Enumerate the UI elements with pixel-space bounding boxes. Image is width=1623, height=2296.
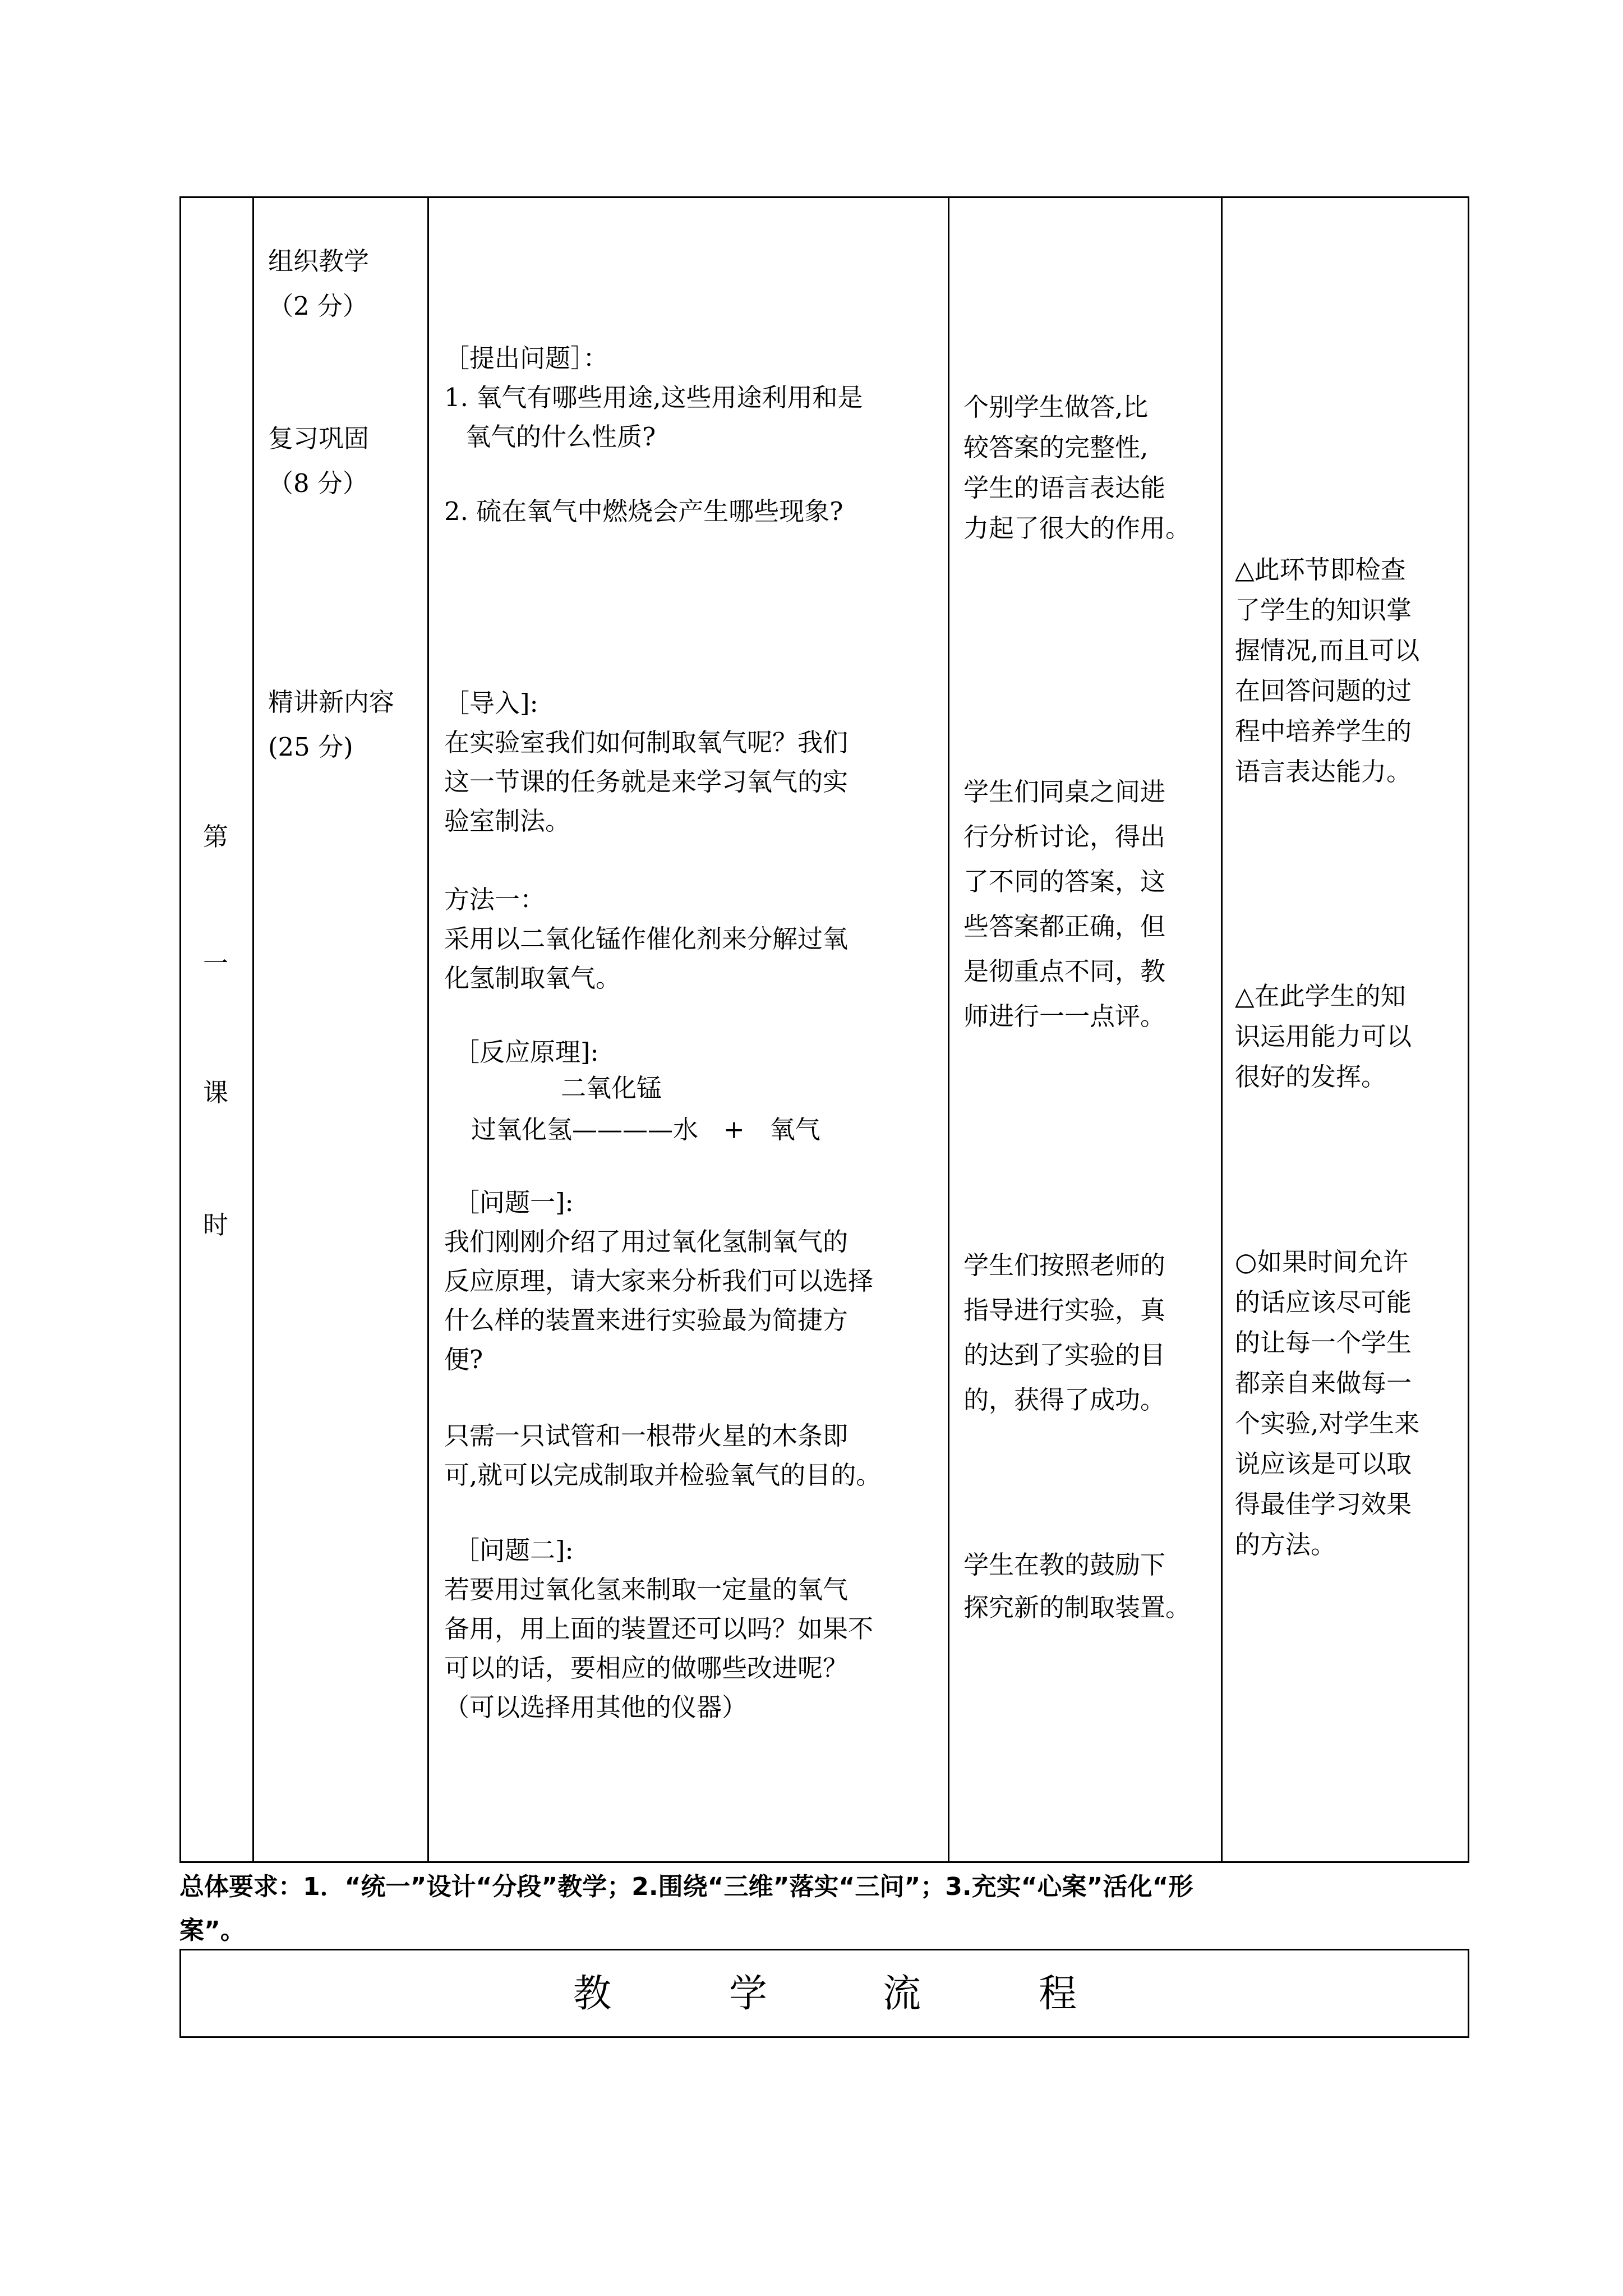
student-line: 力起了很大的作用。 (963, 513, 1191, 543)
note-line: 的方法。 (1235, 1530, 1336, 1559)
student-line: 学生在教的鼓励下 (963, 1550, 1166, 1580)
overall-requirement: 总体要求：1．“统一”设计“分段”教学；2.围绕“三维”落实“三问”；3.充实“心案”活化“形 (179, 1872, 1193, 1901)
student-line: 指导进行实验，真 (963, 1295, 1166, 1325)
content-line: （可以选择用其他的仪器） (444, 1692, 748, 1722)
student-line: 师进行一一点评。 (963, 1001, 1166, 1031)
content-line: 可,就可以完成制取并检验氧气的目的。 (444, 1460, 882, 1490)
note-line: 很好的发挥。 (1235, 1062, 1387, 1092)
column-divider-4 (1221, 196, 1223, 1863)
teaching-flow-box (179, 1949, 1469, 2038)
student-line: 些答案都正确，但 (963, 912, 1166, 941)
note-line: △此环节即检查 (1235, 555, 1406, 585)
student-line: 较答案的完整性, (963, 432, 1149, 462)
stage-name: 组织教学 (268, 246, 370, 276)
table-border-bottom (179, 1861, 1469, 1863)
student-line: 了不同的答案，这 (963, 867, 1166, 896)
content-line: 采用以二氧化锰作催化剂来分解过氧 (444, 924, 849, 954)
note-line: 说应该是可以取 (1235, 1449, 1412, 1479)
review-heading: ［提出问题］： (444, 343, 608, 373)
content-line: 2. 硫在氧气中燃烧会产生哪些现象? (444, 496, 843, 526)
note-line: ○如果时间允许 (1235, 1247, 1409, 1277)
content-line: 便? (444, 1345, 483, 1374)
course-label-char: 时 (203, 1210, 229, 1240)
principle-heading: ［反应原理]: (454, 1037, 599, 1067)
student-line: 学生们同桌之间进 (963, 777, 1166, 807)
note-line: 的话应该尽可能 (1235, 1287, 1412, 1317)
note-line: 了学生的知识掌 (1235, 595, 1412, 625)
content-line: 化氢制取氧气。 (444, 963, 621, 993)
student-line: 学生的语言表达能 (963, 473, 1166, 503)
note-line: 语言表达能力。 (1235, 757, 1412, 786)
course-label-char: 课 (203, 1078, 229, 1107)
note-line: 都亲自来做每一 (1235, 1368, 1412, 1398)
content-line: 备用，用上面的装置还可以吗？如果不 (444, 1614, 874, 1644)
note-line: 个实验,对学生来 (1235, 1409, 1420, 1438)
student-line: 探究新的制取装置。 (963, 1593, 1191, 1622)
content-line: 可以的话，要相应的做哪些改进呢？ (444, 1653, 849, 1683)
stage-name: 精讲新内容 (268, 687, 395, 717)
content-line: 反应原理，请大家来分析我们可以选择 (444, 1266, 874, 1296)
student-line: 的达到了实验的目 (963, 1340, 1166, 1370)
question-heading: ［问题二]: (454, 1535, 574, 1565)
note-line: △在此学生的知 (1235, 981, 1406, 1011)
stage-time: （8 分） (268, 468, 368, 498)
content-line: 什么样的装置来进行实验最为简捷方 (444, 1305, 849, 1335)
stage-time: (25 分) (268, 732, 353, 762)
table-border-right (1468, 196, 1469, 1863)
note-line: 的让每一个学生 (1235, 1328, 1412, 1358)
content-line: 我们刚刚介绍了用过氧化氢制氧气的 (444, 1227, 849, 1257)
content-line: 氧气的什么性质? (465, 422, 656, 452)
stage-time: （2 分） (268, 291, 368, 321)
table-border-left (179, 196, 181, 1863)
note-line: 在回答问题的过 (1235, 676, 1412, 706)
content-line: 只需一只试管和一根带火星的木条即 (444, 1421, 849, 1451)
student-line: 学生们按照老师的 (963, 1250, 1166, 1280)
note-line: 识运用能力可以 (1235, 1022, 1412, 1051)
intro-heading: ［导入]: (444, 688, 538, 718)
table-border-top (179, 196, 1469, 198)
student-line: 行分析讨论，得出 (963, 822, 1166, 852)
student-line: 个别学生做答,比 (963, 392, 1149, 422)
content-line: 若要用过氧化氢来制取一定量的氧气 (444, 1575, 849, 1604)
column-divider-1 (252, 196, 254, 1863)
note-line: 得最佳学习效果 (1235, 1489, 1412, 1519)
flow-title-char: 程 (1039, 1972, 1077, 2016)
content-line: 验室制法。 (444, 806, 571, 836)
course-label-char: 第 (203, 822, 229, 852)
overall-requirement-cont: 案”。 (179, 1916, 245, 1945)
catalyst-label: 二氧化锰 (561, 1073, 662, 1103)
method-heading: 方法一： (444, 885, 546, 914)
flow-title-char: 流 (883, 1972, 921, 2016)
column-divider-3 (948, 196, 949, 1863)
student-line: 的，获得了成功。 (963, 1385, 1166, 1415)
flow-title-char: 学 (729, 1972, 768, 2016)
flow-title-char: 教 (573, 1972, 612, 2016)
question-heading: ［问题一]: (454, 1188, 574, 1217)
stage-name: 复习巩固 (268, 424, 370, 453)
content-line: 1. 氧气有哪些用途,这些用途利用和是 (444, 383, 863, 412)
column-divider-2 (427, 196, 429, 1863)
reaction-equation: 过氧化氢————水 + 氧气 (471, 1115, 820, 1144)
student-line: 是彻重点不同，教 (963, 956, 1166, 986)
note-line: 握情况,而且可以 (1235, 636, 1420, 665)
course-label-char: 一 (203, 949, 229, 978)
content-line: 在实验室我们如何制取氧气呢？我们 (444, 728, 849, 757)
content-line: 这一节课的任务就是来学习氧气的实 (444, 767, 849, 797)
note-line: 程中培养学生的 (1235, 716, 1412, 746)
